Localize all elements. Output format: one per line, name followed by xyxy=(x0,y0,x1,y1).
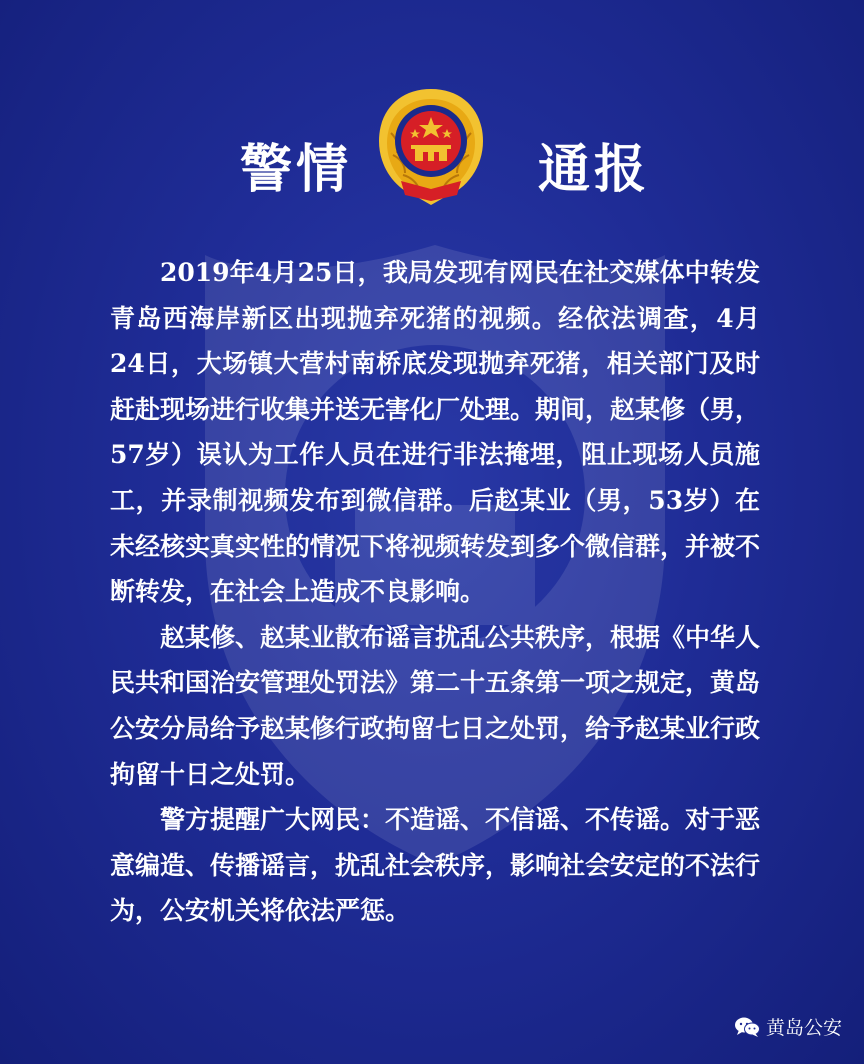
paragraph-1: 2019年4月25日，我局发现有网民在社交媒体中转发青岛西海岸新区出现抛弃死猪的视频。经依法调查，4月24日，大场镇大营村南桥底发现抛弃死猪，相关部门及时赶赴现场进行收集并送无害化厂处理。期间，赵某修（男，57岁）误认为工作人员在进行非法掩埋，阻止现场人员施工，并录制视频发布到微信群。后赵某业（男，53岁）在未经核实真实性的情况下将视频转发到多个微信群，并被不断转发，在社会上造成不良影响。 xyxy=(110,258,761,607)
wechat-icon xyxy=(734,1016,760,1038)
police-emblem-icon xyxy=(365,85,497,209)
brand-signature xyxy=(734,1013,842,1040)
brand-name: 黄岛公安 xyxy=(765,1017,842,1039)
title-right: 通报 xyxy=(538,139,651,200)
title-left: 警情 xyxy=(240,139,353,200)
paragraph-3: 警方提醒广大网民：不造谣、不信谣、不传谣。对于恶意编造、传播谣言，扰乱社会秩序，影响社会安定的不法行为，公安机关将依法严惩。 xyxy=(110,805,761,926)
announcement-body xyxy=(110,250,760,934)
header xyxy=(0,85,864,215)
paragraph-2: 赵某修、赵某业散布谣言扰乱公共秩序，根据《中华人民共和国治安管理处罚法》第二十五条第一项之规定，黄岛公安分局给予赵某修行政拘留七日之处罚，给予赵某业行政拘留十日之处罚。 xyxy=(110,622,761,789)
